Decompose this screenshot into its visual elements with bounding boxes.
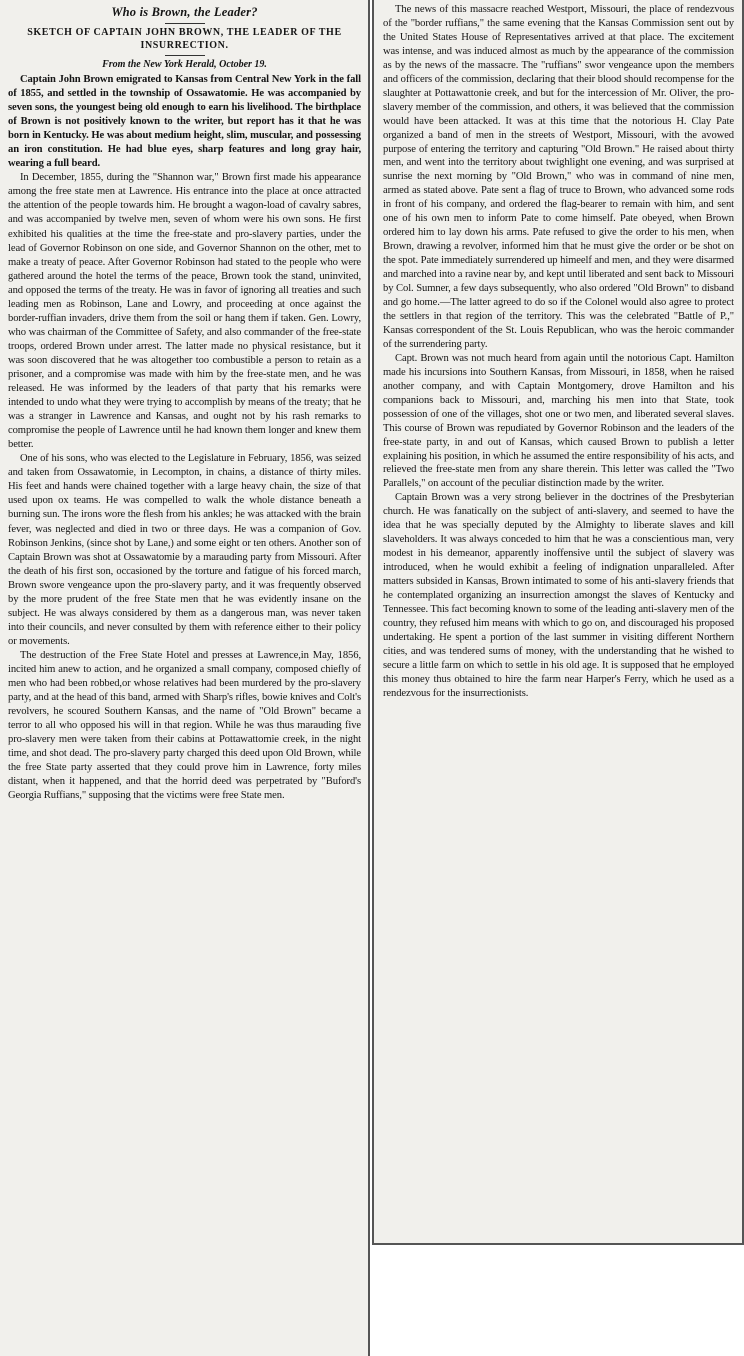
headline-rule [165, 23, 205, 24]
right-column [372, 0, 744, 1245]
source-line: From the New York Herald, October 19. [102, 59, 267, 70]
paragraph: Captain John Brown emigrated to Kansas from Central New York in the fall of 1855, and settled in the township of Ossawatomie. He was accompanied by seven sons, the youngest being old enough to earn his livelihood. The birthplace of Brown is not positively known to the writer, but report has it that he was born in Kentucky. He was about medium height, slim, muscular, and possessing an iron constitution. He had blue eyes, sharp features and long gray hair, wearing a full beard. [8, 74, 361, 170]
subheading-rule [165, 55, 205, 56]
paragraph: In December, 1855, during the "Shannon war," Brown first made his appearance among the free state men at Lawrence. His entrance into the place at once attracted the attention of the people towards him. He brought a wagon-load of cavalry sabres, and was accompanied by twelve men, seven of whom were his own sons. He first exhibited his qualities at the time the free-state and pro-slavery parties, under the lead of Governor Robinson on one side, and Governor Shannon on the other, met to make a treaty of peace. After Governor Robinson had stated to the people who were gathered around the hotel the terms of the peace, Brown took the stand, uninvited, and opposed the terms of the treaty. He was in favor of ignoring all treaties and such leading men as Robinson, Lane and Lowry, and proceeding at once against the border-ruffian invaders, drive them from the soil or hang them if taken. Gen. Lowry, who was chairman of the Committee of Safety, and also commander of the free-state troops, ordered Brown under arrest. The latter made no physical resistance, but it was soon discovered that he was altogether too combustible a person to retain as a prisoner, and a compromise was made with him by the free-state men, and he was released. He was informed by the leaders of that party that his remarks were intended to undo what they were trying to accomplish by means of the treaty; that he was a stranger in Lawrence and Kansas, and ought not by his rash remarks to compromise the people of Lawrence until he had known them longer and knew them better. [8, 172, 361, 451]
paragraph: Captain Brown was a very strong believer in the doctrines of the Presbyterian church. He was fanatically on the subject of anti-slavery, and seemed to have the idea that he was specially deputed by the Almighty to liberate slaves and kill slaveholders. It was always conceded to him that he was a conscientious man, very modest in his demeanor, apparently inoffensive until the subject of slavery was introduced, when he would exhibit a feeling of indignation unparalleled. After matters subsided in Kansas, Brown intimated to some of his anti-slavery friends that he contemplated organizing an insurrection amongst the slaves of Kentucky and Tennessee. This fact becoming known to some of the leading anti-slavery men of the country, they refused him means with which to go on, and discouraged his proposed undertaking. He spent a portion of the last summer in visiting different Northern cities, and was tendered sums of money, with the understanding that he wished to secure a little farm on which to settle in his old age. It is supposed that he employed this money thus obtained to hire the farm near Harper's Ferry, which he used as a rendezvous for the insurrectionists. [383, 492, 734, 699]
paragraph: One of his sons, who was elected to the Legislature in February, 1856, was seized and taken from Ossawatomie, in Lecompton, in chains, a distance of thirty miles. His feet and hands were chained together with a large heavy chain, the size of that used upon ox teams. He was compelled to walk the whole distance beneath a burning sun. The irons wore the flesh from his ankles; he was attacked with the brain fever, was neglected and died in two or three days. He was a companion of Gov. Robinson Jenkins, (since shot by Lane,) and some eight or ten others. Another son of Captain Brown was shot at Ossawatomie by a marauding party from Missouri. After the death of his first son, occasioned by the torture and fatigue of his forced march, Brown swore vengeance upon the pro-slavery party, and it was frequently observed by the more prudent of the free State men that he was evidently insane on the subject. He was always considered by them as a dangerous man, was never taken into their councils, and never consulted by them with reference either to their policy or movements. [8, 453, 361, 647]
left-column [0, 0, 370, 1356]
paragraph: The news of this massacre reached Westport, Missouri, the place of rendezvous of the "border ruffians," the same evening that the Kansas Commission sent out by the United States House of Representatives arrived at that place. The excitement was intense, and was induced almost as much by the appearance of the commission as by the news of the massacre. The "ruffians" swor vengeance upon the members and officers of the commission, declaring that their blood should recompense for the slaughter at Pottawattonie creek, and but for the intercession of Mr. Oliver, the pro-slavery member of the commission, and others, it was believed that the commission would have been attacked. It was at this time that the notorious H. Clay Pate organized a band of men in the streets of Westport, Missouri, with the avowed purpose of entering the territory and capturing "Old Brown." He raised about thirty men, and went into the territory about twighlight one evening, and was surprised at sunrise the next morning by "Old Brown," who was in command of nine men, armed as stated above. Pate sent a flag of truce to Brown, who advanced some rods in front of his company, and ordered the flag-bearer to remain with him, and sent one of his own men to inform Pate to come himself. Pate obeyed, when Brown ordered him to lay down his arms. Pate refused to give the order to his men, when Brown, drawing a revolver, informed him that he must give the order or be shot on the spot. Pate immediately surrendered up himeelf and men, and they were disarmed and marched into a ravine near by, and kept until liberated and sent back to Missouri by Col. Sumner, a few days subsequently, who also ordered "Old Brown" to disband and go home.—The latter agreed to do so if the Colonel would also agree to protect the settlers in that region of the territory. This was the celebrated "Battle of P.," Kansas correspondent of the St. Louis Republican, who was the heroic commander of the surrendering party. [383, 4, 734, 350]
headline: Who is Brown, the Leader? [111, 5, 258, 19]
subheading: SKETCH OF CAPTAIN JOHN BROWN, THE LEADER OF THE INSURRECTION. [27, 27, 342, 51]
paragraph: The destruction of the Free State Hotel and presses at Lawrence,in May, 1856, incited him anew to action, and he organized a small company, composed chiefly of men who had been robbed,or whose relatives had been murdered by the pro-slavery party, and at the head of this band, armed with Sharp's rifles, bowie knives and Colt's revolvers, he scoured Southern Kansas, and the name of "Old Brown" became a terror to all who opposed his will in that region. While he was thus marauding five pro-slavery men were taken from their cabins at Pottawattomie creek, in the night time, and shot dead. The pro-slavery party charged this deed upon Old Brown, while the free State party asserted that they could prove him in Lawrence, forty miles distant, when it happened, and that the horrid deed was perpetrated by "Buford's Georgia Ruffians," supposing that the victims were free State men. [8, 649, 361, 802]
paragraph: Capt. Brown was not much heard from again until the notorious Capt. Hamilton made his incursions into Southern Kansas, from Missouri, in 1858, when he raised another company, and with Captain Montgomery, drove Hamilton and his companions back to Missouri, and, marching his men into that State, took possession of one of the villages, shot one or two men, and liberated several slaves. This course of Brown was repudiated by Governor Robinson and the leaders of the free-state party, in and out of Kansas, which caused Brown to publish a letter explaining his position, in which he assumed the entire responsibility of his acts, and relieved the free-state men from any share therein. This letter was called the "Two Parallels," on account of the peculiar distinction made by the writer. [383, 352, 734, 490]
